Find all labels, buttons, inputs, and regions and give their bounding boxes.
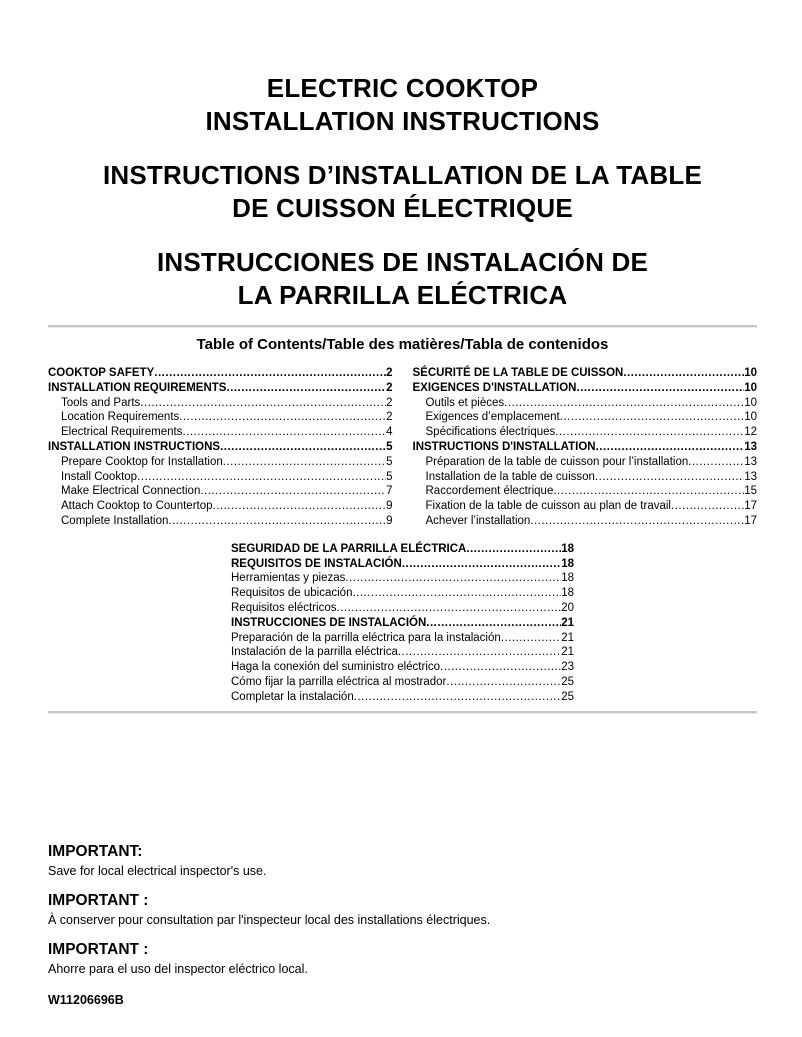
toc-entry-label: Cómo fijar la parrilla eléctrica al mostrador xyxy=(231,675,447,688)
toc-dot-leader xyxy=(213,499,387,514)
toc-entry-label: SÉCURITÉ DE LA TABLE DE CUISSON xyxy=(412,367,624,379)
toc-entry xyxy=(413,455,758,470)
toc-entry-label: Préparation de la table de cuisson pour l’installation xyxy=(425,455,689,468)
toc-column-english xyxy=(48,366,393,529)
toc-entry-label: INSTALLATION REQUIREMENTS xyxy=(48,381,227,394)
horizontal-rule-bottom xyxy=(48,711,757,714)
toc-entry xyxy=(413,396,758,411)
toc-dot-leader xyxy=(576,381,744,396)
toc-dot-leader xyxy=(688,455,744,470)
toc-entry xyxy=(48,396,393,411)
notice-english-body: Save for local electrical inspector's use. xyxy=(48,863,267,878)
toc-entry xyxy=(48,381,393,396)
toc-entry-page: 18 xyxy=(561,587,574,600)
toc-column-french xyxy=(413,366,758,529)
toc-entry xyxy=(231,645,574,660)
toc-entry-page: 23 xyxy=(561,661,574,674)
toc-dot-leader xyxy=(466,542,561,557)
toc-entry-label: EXIGENCES D'INSTALLATION xyxy=(412,381,577,394)
toc-entry xyxy=(231,675,574,690)
toc-header: Table of Contents/Table des matières/Tabla de contenidos xyxy=(196,336,609,353)
notice-french xyxy=(48,891,757,928)
toc-entry-page: 18 xyxy=(561,572,574,585)
toc-entry-page: 10 xyxy=(744,396,757,409)
toc-dot-leader xyxy=(179,410,386,425)
toc-dot-leader xyxy=(560,410,744,425)
toc-entry-page: 13 xyxy=(744,470,757,483)
toc-entry xyxy=(48,470,393,485)
notice-english-heading: IMPORTANT: xyxy=(48,842,143,860)
toc-entry xyxy=(48,455,393,470)
toc-entry-label: Preparación de la parrilla eléctrica para la instalación xyxy=(231,631,501,644)
toc-entry xyxy=(48,440,393,455)
toc-dot-leader xyxy=(182,425,386,440)
toc-entry-label: Herramientas y piezas xyxy=(231,572,346,585)
toc-entry xyxy=(231,571,574,586)
toc-dot-leader xyxy=(555,425,744,440)
toc-dot-leader xyxy=(595,470,744,485)
toc-entry-page: 17 xyxy=(744,514,757,527)
toc-dot-leader xyxy=(154,366,386,381)
toc-entry-label: Electrical Requirements xyxy=(61,426,183,439)
toc-entry-label: Fixation de la table de cuisson au plan de travail xyxy=(425,500,671,513)
toc-entry-label: COOKTOP SAFETY xyxy=(48,367,155,379)
toc-entry-label: Instalación de la parrilla eléctrica xyxy=(231,646,398,659)
toc-entry-page: 21 xyxy=(561,631,574,644)
toc-entry-label: Achever l’installation xyxy=(425,514,531,527)
toc-dot-leader xyxy=(623,366,744,381)
toc-entry-label: Outils et pièces xyxy=(425,396,505,409)
toc-entry-page: 2 xyxy=(386,396,393,409)
toc-entry-page: 4 xyxy=(386,426,393,439)
toc-entry xyxy=(48,425,393,440)
title-french xyxy=(48,159,757,225)
toc-dot-leader xyxy=(501,631,561,646)
toc-dot-leader xyxy=(402,557,561,572)
toc-entry-page: 9 xyxy=(386,514,393,527)
toc-entry-label: Tools and Parts xyxy=(61,396,141,409)
toc-entry-label: Prepare Cooktop for Installation xyxy=(61,455,223,468)
title-spanish-line1: INSTRUCCIONES DE INSTALACIÓN DE xyxy=(156,247,649,277)
toc-entry-label: INSTRUCTIONS D'INSTALLATION xyxy=(412,440,596,453)
document-number: W11206696B xyxy=(48,992,124,1007)
horizontal-rule-top xyxy=(48,325,757,328)
toc-dot-leader xyxy=(352,586,561,601)
toc-entry xyxy=(48,514,393,529)
toc-entry xyxy=(231,586,574,601)
toc-entry-page: 10 xyxy=(744,367,757,379)
toc-entry-label: Complete Installation xyxy=(61,514,169,527)
toc-entry-page: 9 xyxy=(386,500,393,513)
toc-entry xyxy=(413,410,758,425)
toc-dot-leader xyxy=(220,440,386,455)
toc-column-spanish xyxy=(231,542,574,705)
toc-dot-leader xyxy=(168,514,386,529)
toc-entry-label: Raccordement électrique xyxy=(425,485,554,498)
toc-entry-label: INSTALLATION INSTRUCTIONS xyxy=(48,440,221,453)
toc-entry-page: 17 xyxy=(744,500,757,513)
toc-entry-label: Exigences d’emplacement xyxy=(425,411,560,424)
toc-entry-page: 21 xyxy=(561,646,574,659)
toc-entry-page: 25 xyxy=(561,690,574,703)
toc-dot-leader xyxy=(137,470,386,485)
toc-dot-leader xyxy=(530,514,744,529)
toc-entry-page: 5 xyxy=(386,470,393,483)
toc-entry xyxy=(48,484,393,499)
toc-dot-leader xyxy=(426,616,561,631)
notice-english xyxy=(48,842,757,879)
toc-dot-leader xyxy=(336,601,561,616)
toc-dot-leader xyxy=(345,571,561,586)
toc-entry-page: 10 xyxy=(744,381,757,394)
toc-entry-page: 2 xyxy=(386,367,393,379)
toc-entry xyxy=(48,499,393,514)
title-french-line1: INSTRUCTIONS D’INSTALLATION DE LA TABLE xyxy=(102,160,703,190)
toc-entry-label: Requisitos de ubicación xyxy=(231,587,353,600)
toc-entry xyxy=(48,410,393,425)
toc-dot-leader xyxy=(200,484,386,499)
toc-dot-leader xyxy=(553,484,744,499)
toc-entry-label: Completar la instalación xyxy=(231,690,354,703)
toc-columns xyxy=(48,366,757,529)
toc-dot-leader xyxy=(223,455,386,470)
toc-entry xyxy=(231,601,574,616)
toc-dot-leader xyxy=(398,645,561,660)
toc-entry-page: 2 xyxy=(386,381,393,394)
notice-spanish-body: Ahorre para el uso del inspector eléctrico local. xyxy=(48,961,308,976)
notice-french-body: À conserver pour consultation par l'inspecteur local des installations électriques. xyxy=(48,912,491,927)
title-english xyxy=(48,72,757,138)
toc-entry xyxy=(413,381,758,396)
toc-entry-label: Haga la conexión del suministro eléctrico xyxy=(231,661,441,674)
toc-entry-label: Installation de la table de cuisson xyxy=(425,470,595,483)
title-spanish-line2: LA PARRILLA ELÉCTRICA xyxy=(237,280,568,310)
notices xyxy=(48,842,757,977)
toc-entry xyxy=(48,366,393,381)
toc-entry xyxy=(231,616,574,631)
toc-entry-label: SEGURIDAD DE LA PARRILLA ELÉCTRICA xyxy=(231,542,467,555)
toc-entry xyxy=(413,425,758,440)
toc-entry-page: 18 xyxy=(561,557,574,570)
toc-entry-label: Location Requirements xyxy=(61,411,180,424)
toc-entry-page: 7 xyxy=(386,485,393,498)
toc-entry-page: 13 xyxy=(744,455,757,468)
toc-entry xyxy=(413,499,758,514)
toc-entry-page: 25 xyxy=(561,675,574,688)
toc-entry-label: Install Cooktop xyxy=(61,470,138,483)
toc-entry xyxy=(231,557,574,572)
toc-entry-page: 21 xyxy=(561,616,574,629)
toc-dot-leader xyxy=(504,396,744,411)
toc-entry-label: Make Electrical Connection xyxy=(61,485,201,498)
toc-entry-page: 18 xyxy=(561,542,574,555)
title-spanish xyxy=(48,246,757,312)
toc-entry xyxy=(413,484,758,499)
toc-entry xyxy=(231,660,574,675)
toc-entry xyxy=(413,514,758,529)
title-french-line2: DE CUISSON ÉLECTRIQUE xyxy=(232,193,573,223)
toc-entry xyxy=(413,366,758,381)
toc-entry-label: Spécifications électriques xyxy=(425,426,556,439)
toc-entry-label: INSTRUCCIONES DE INSTALACIÓN xyxy=(231,616,427,629)
toc-entry-page: 20 xyxy=(561,601,574,614)
toc-entry-page: 10 xyxy=(744,411,757,424)
toc-dot-leader xyxy=(671,499,744,514)
notice-french-heading: IMPORTANT : xyxy=(48,891,149,909)
toc-entry-label: REQUISITOS DE INSTALACIÓN xyxy=(231,557,402,570)
toc-dot-leader xyxy=(596,440,745,455)
toc-entry-page: 12 xyxy=(744,426,757,439)
toc-entry xyxy=(231,690,574,705)
title-english-line2: INSTALLATION INSTRUCTIONS xyxy=(205,106,600,136)
notice-spanish-heading: IMPORTANT : xyxy=(48,940,149,958)
toc-entry-page: 5 xyxy=(386,455,393,468)
toc-dot-leader xyxy=(140,396,386,411)
toc-dot-leader xyxy=(226,381,386,396)
toc-entry xyxy=(413,440,758,455)
toc-dot-leader xyxy=(440,660,561,675)
toc-spanish-wrap xyxy=(48,542,757,705)
toc-entry xyxy=(413,470,758,485)
toc-entry-page: 2 xyxy=(386,411,393,424)
toc-entry-label: Requisitos eléctricos xyxy=(231,601,337,614)
toc-entry xyxy=(231,542,574,557)
toc-entry-page: 5 xyxy=(386,440,393,453)
toc-dot-leader xyxy=(446,675,561,690)
title-english-line1: ELECTRIC COOKTOP xyxy=(266,73,539,103)
toc-entry-page: 15 xyxy=(744,485,757,498)
toc-entry xyxy=(231,631,574,646)
toc-entry-page: 13 xyxy=(744,440,757,453)
toc-dot-leader xyxy=(354,690,561,705)
notice-spanish xyxy=(48,940,757,977)
toc-entry-label: Attach Cooktop to Countertop xyxy=(61,500,213,513)
